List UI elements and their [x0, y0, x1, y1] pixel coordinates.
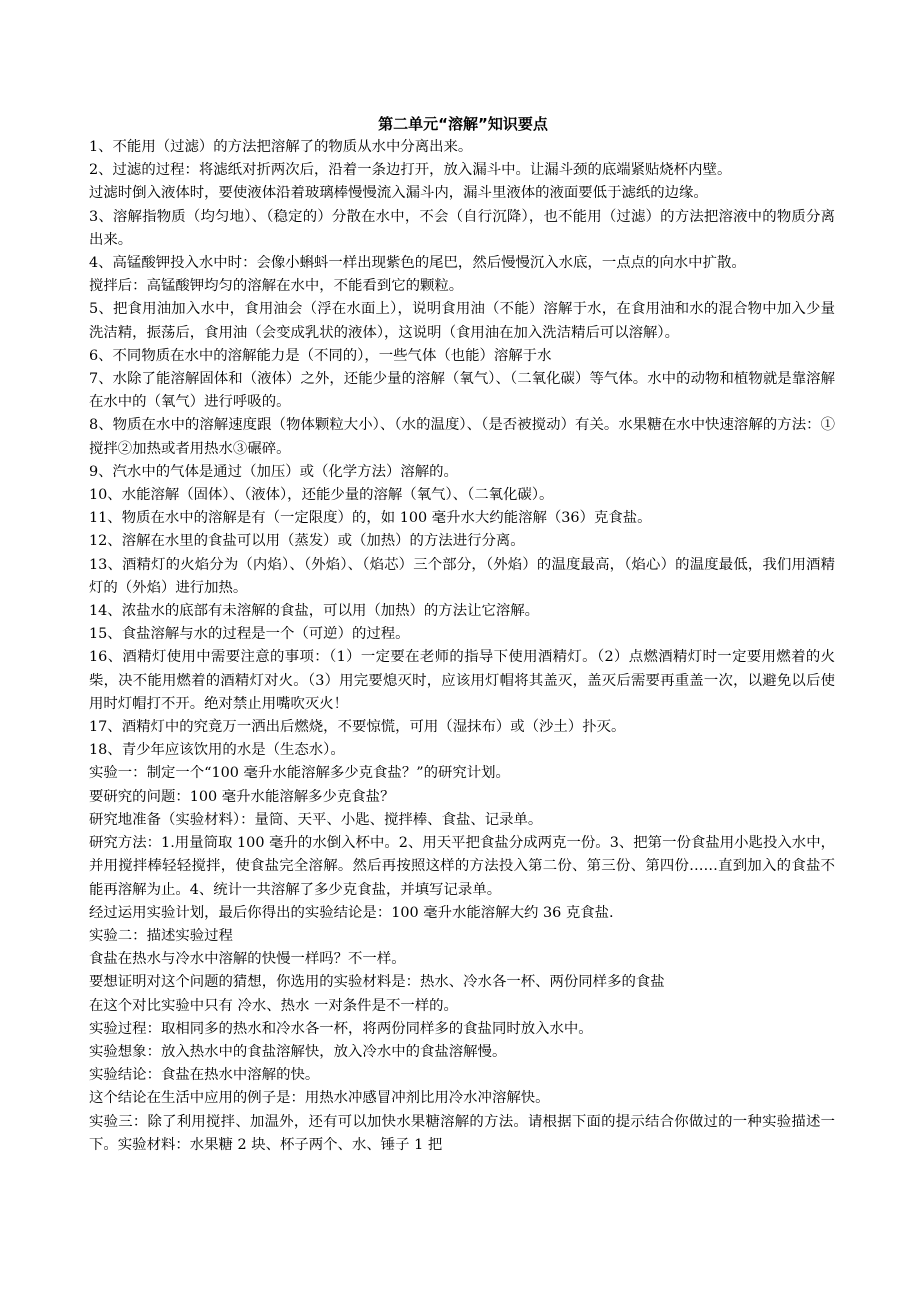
paragraph: 4、高锰酸钾投入水中时：会像小蝌蚪一样出现紫色的尾巴，然后慢慢沉入水底，一点点的向水中扩散。 [89, 255, 746, 272]
paragraph: 17、酒精灯中的究竟万一洒出后燃烧，不要惊慌，可用（湿抹布）或（沙土）扑灭。 [89, 719, 626, 736]
paragraph: 在这个对比实验中只有 冷水、热水 一对条件是不一样的。 [89, 997, 458, 1014]
paragraph: 13、酒精灯的火焰分为（内焰）、（外焰）、（焰芯）三个部分，（外焰）的温度最高，（焰心）的温度最低，我们用酒精灯的（外焰）进行加热。 [89, 556, 835, 596]
paragraph: 要想证明对这个问题的猜想，你选用的实验材料是：热水、冷水各一杯、两份同样多的食盐 [89, 974, 665, 991]
paragraph: 实验过程：取相同多的热水和冷水各一杯，将两份同样多的食盐同时放入水中。 [89, 1020, 593, 1037]
paragraph: 过滤时倒入液体时，要使液体沿着玻璃棒慢慢流入漏斗内，漏斗里液体的液面要低于滤纸的边缘。 [89, 185, 708, 202]
paragraph: 这个结论在生活中应用的例子是：用热水冲感冒冲剂比用冷水冲溶解快。 [89, 1090, 550, 1107]
paragraph: 要研究的问题：100 毫升水能溶解多少克食盐？ [89, 788, 395, 805]
paragraph: 实验一：制定一个“100 毫升水能溶解多少克食盐？”的研究计划。 [89, 765, 510, 782]
paragraph: 食盐在热水与冷水中溶解的快慢一样吗？不一样。 [89, 951, 406, 968]
paragraph: 15、食盐溶解与水的过程是一个（可逆）的过程。 [89, 626, 410, 643]
paragraph: 18、青少年应该饮用的水是（生态水）。 [89, 742, 345, 759]
paragraph: 1、不能用（过滤）的方法把溶解了的物质从水中分离出来。 [89, 139, 473, 155]
paragraph: 8、物质在水中的溶解速度跟（物体颗粒大小）、（水的温度）、（是否被搅动）有关。水果糖在水中快速溶解的方法：①搅拌②加热或者用热水③碾碎。 [89, 417, 835, 457]
paragraph: 16、酒精灯使用中需要注意的事项：（1）一定要在老师的指导下使用酒精灯。（2）点燃酒精灯时一定要用燃着的火柴，决不能用燃着的酒精灯对火。（3）用完要熄灭时，应该用灯帽将其盖灭，盖灭后需要再重盖一次，以避免以后使用时灯帽打不开。绝对禁止用嘴吹灭火！ [89, 649, 835, 712]
paragraph: 9、汽水中的气体是通过（加压）或（化学方法）溶解的。 [89, 463, 458, 480]
paragraph: 10、水能溶解（固体）、（液体），还能少量的溶解（氧气）、（二氧化碳）。 [89, 487, 554, 504]
paragraph: 搅拌后：高锰酸钾均匀的溶解在水中，不能看到它的颗粒。 [89, 278, 464, 295]
paragraph: 6、不同物质在水中的溶解能力是（不同的），一些气体（也能）溶解于水 [89, 347, 552, 364]
document-body [89, 112, 835, 1157]
paragraph: 实验想象：放入热水中的食盐溶解快，放入冷水中的食盐溶解慢。 [89, 1043, 507, 1060]
paragraph: 5、把食用油加入水中，食用油会（浮在水面上），说明食用油（不能）溶解于水，在食用油和水的混合物中加入少量洗洁精，振荡后，食用油（会变成乳状的液体），这说明（食用油在加入洗洁精后可以溶解）。 [89, 301, 835, 341]
paragraph: 研究方法：1.用量筒取 100 毫升的水倒入杯中。2、用天平把食盐分成两克一份。3、把第一份食盐用小匙投入水中，并用搅拌棒轻轻搅拌，使食盐完全溶解。然后再按照这样的方法投入第二份、第三份、第四份……直到加入的食盐不能再溶解为止。4、统计一共溶解了多少克食盐，并填写记录单。 [89, 835, 835, 898]
paragraph: 7、水除了能溶解固体和（液体）之外，还能少量的溶解（氧气）、（二氧化碳）等气体。水中的动物和植物就是靠溶解在水中的（氧气）进行呼吸的。 [89, 371, 835, 411]
paragraph: 14、浓盐水的底部有未溶解的食盐，可以用（加热）的方法让它溶解。 [89, 603, 540, 620]
paragraph-list [89, 136, 835, 1157]
paragraph: 3、溶解指物质（均匀地）、（稳定的）分散在水中，不会（自行沉降），也不能用（过滤）的方法把溶液中的物质分离出来。 [89, 208, 835, 248]
paragraph: 经过运用实验计划，最后你得出的实验结论是：100 毫升水能溶解大约 36 克食盐. [89, 904, 614, 921]
paragraph: 2、过滤的过程：将滤纸对折两次后，沿着一条边打开，放入漏斗中。让漏斗颈的底端紧贴烧杯内壁。 [89, 162, 732, 179]
paragraph: 实验结论：食盐在热水中溶解的快。 [89, 1067, 320, 1084]
paragraph: 12、溶解在水里的食盐可以用（蒸发）或（加热）的方法进行分离。 [89, 533, 525, 550]
paragraph: 实验三：除了利用搅拌、加温外，还有可以加快水果糖溶解的方法。请根据下面的提示结合你做过的一种实验描述一下。实验材料：水果糖 2 块、杯子两个、水、锤子 1 把 [89, 1113, 835, 1153]
paragraph: 11、物质在水中的溶解是有（一定限度）的，如 100 毫升水大约能溶解（36）克食盐。 [89, 510, 652, 527]
paragraph: 实验二：描述实验过程 [89, 927, 233, 944]
document-title: 第二单元“溶解”知识要点 [378, 115, 548, 133]
paragraph: 研究地准备（实验材料）：量筒、天平、小匙、搅拌棒、食盐、记录单。 [89, 811, 543, 828]
